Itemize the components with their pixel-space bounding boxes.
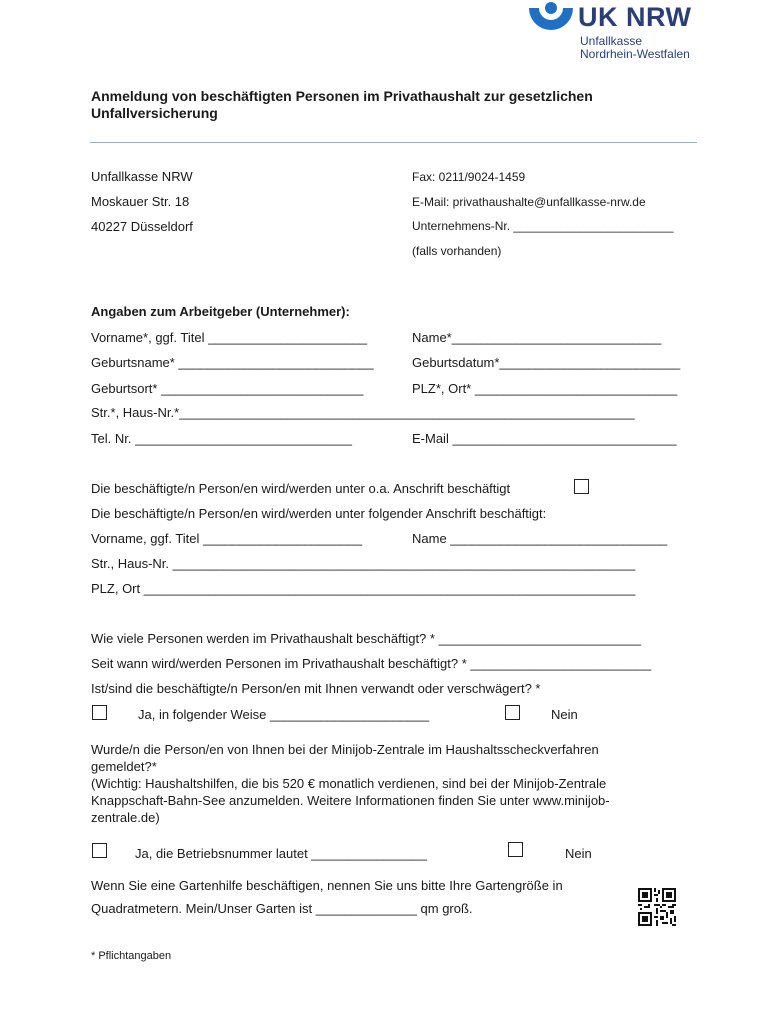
related-yes-checkbox[interactable] xyxy=(92,705,107,720)
employer-street-field[interactable]: Str.*, Haus-Nr.*_______________________________________________________________ xyxy=(91,405,635,420)
workplace-firstname-field[interactable]: Vorname, ggf. Titel ______________________ xyxy=(91,531,363,546)
related-no-checkbox[interactable] xyxy=(505,705,520,720)
email-address: E-Mail: privathaushalte@unfallkasse-nrw.de xyxy=(412,195,646,209)
employer-birthdate-field[interactable]: Geburtsdatum*_________________________ xyxy=(412,355,681,370)
logo-line2: Nordrhein-Westfalen xyxy=(580,47,690,61)
minijob-note-line1: (Wichtig: Haushaltshilfen, die bis 520 € monatlich verdienen, sind bei der Minijob-Zentrale xyxy=(91,776,607,791)
logo-brand: UK NRW xyxy=(578,2,692,32)
employer-birthplace-field[interactable]: Geburtsort* ____________________________ xyxy=(91,381,364,396)
employer-firstname-field[interactable]: Vorname*, ggf. Titel ______________________ xyxy=(91,330,368,345)
employer-birthname-field[interactable]: Geburtsname* ___________________________ xyxy=(91,355,374,370)
address-name: Unfallkasse NRW xyxy=(91,169,193,184)
minijob-note-line2: Knappschaft-Bahn-See anzumelden. Weitere Informationen finden Sie unter www.minijob- xyxy=(91,793,610,808)
employer-email-field[interactable]: E-Mail _______________________________ xyxy=(412,431,677,446)
address-street: Moskauer Str. 18 xyxy=(91,194,190,209)
employer-zip-city-field[interactable]: PLZ*, Ort* ____________________________ xyxy=(412,381,678,396)
workplace-street-field[interactable]: Str., Haus-Nr. ________________________________________________________________ xyxy=(91,556,636,571)
logo-line1: Unfallkasse xyxy=(580,34,643,48)
same-address-checkbox[interactable] xyxy=(574,479,589,494)
same-address-label: Die beschäftigte/n Person/en wird/werden unter o.a. Anschrift beschäftigt xyxy=(91,481,511,496)
title-divider xyxy=(90,142,697,143)
company-number-note: (falls vorhanden) xyxy=(412,244,502,258)
person-count-field[interactable]: Wie viele Personen werden im Privathaushalt beschäftigt? * ____________________________ xyxy=(91,631,642,646)
minijob-question-line2: gemeldet?* xyxy=(91,759,157,774)
minijob-yes-checkbox[interactable] xyxy=(92,843,107,858)
footnote: * Pflichtangaben xyxy=(91,950,172,962)
minijob-no-label: Nein xyxy=(565,846,592,861)
qr-code-icon xyxy=(638,888,676,926)
minijob-note-line3: zentrale.de) xyxy=(91,810,160,825)
employer-heading: Angaben zum Arbeitgeber (Unternehmer): xyxy=(91,304,350,319)
address-city: 40227 Düsseldorf xyxy=(91,219,193,234)
minijob-question-line1: Wurde/n die Person/en von Ihnen bei der Minijob-Zentrale im Haushaltsscheckverfahren xyxy=(91,742,599,757)
workplace-zip-city-field[interactable]: PLZ, Ort ____________________________________________________________________ xyxy=(91,581,636,596)
minijob-no-checkbox[interactable] xyxy=(508,842,523,857)
page-title: Anmeldung von beschäftigten Personen im Privathaushalt zur gesetzlichen Unfallversicherung xyxy=(91,88,593,121)
other-address-label: Die beschäftigte/n Person/en wird/werden unter folgender Anschrift beschäftigt: xyxy=(91,506,547,521)
minijob-yes-field[interactable]: Ja, die Betriebsnummer lautet ________________ xyxy=(135,846,427,861)
garden-question-line1: Wenn Sie eine Gartenhilfe beschäftigen, nennen Sie uns bitte Ihre Gartengröße in xyxy=(91,878,563,893)
workplace-lastname-field[interactable]: Name ______________________________ xyxy=(412,531,668,546)
related-no-label: Nein xyxy=(551,707,578,722)
company-number-field[interactable]: Unternehmens-Nr. ________________________ xyxy=(412,219,674,233)
employer-phone-field[interactable]: Tel. Nr. ______________________________ xyxy=(91,431,352,446)
employer-lastname-field[interactable]: Name*_____________________________ xyxy=(412,330,662,345)
garden-size-field[interactable]: Quadratmetern. Mein/Unser Garten ist ______________ qm groß. xyxy=(91,901,473,916)
uk-nrw-logo-icon xyxy=(527,2,575,38)
employment-since-field[interactable]: Seit wann wird/werden Personen im Privathaushalt beschäftigt? * _________________________ xyxy=(91,656,652,671)
fax: Fax: 0211/9024-1459 xyxy=(412,170,526,184)
related-question: Ist/sind die beschäftigte/n Person/en mit Ihnen verwandt oder verschwägert? * xyxy=(91,681,541,696)
related-yes-field[interactable]: Ja, in folgender Weise ______________________ xyxy=(138,707,430,722)
